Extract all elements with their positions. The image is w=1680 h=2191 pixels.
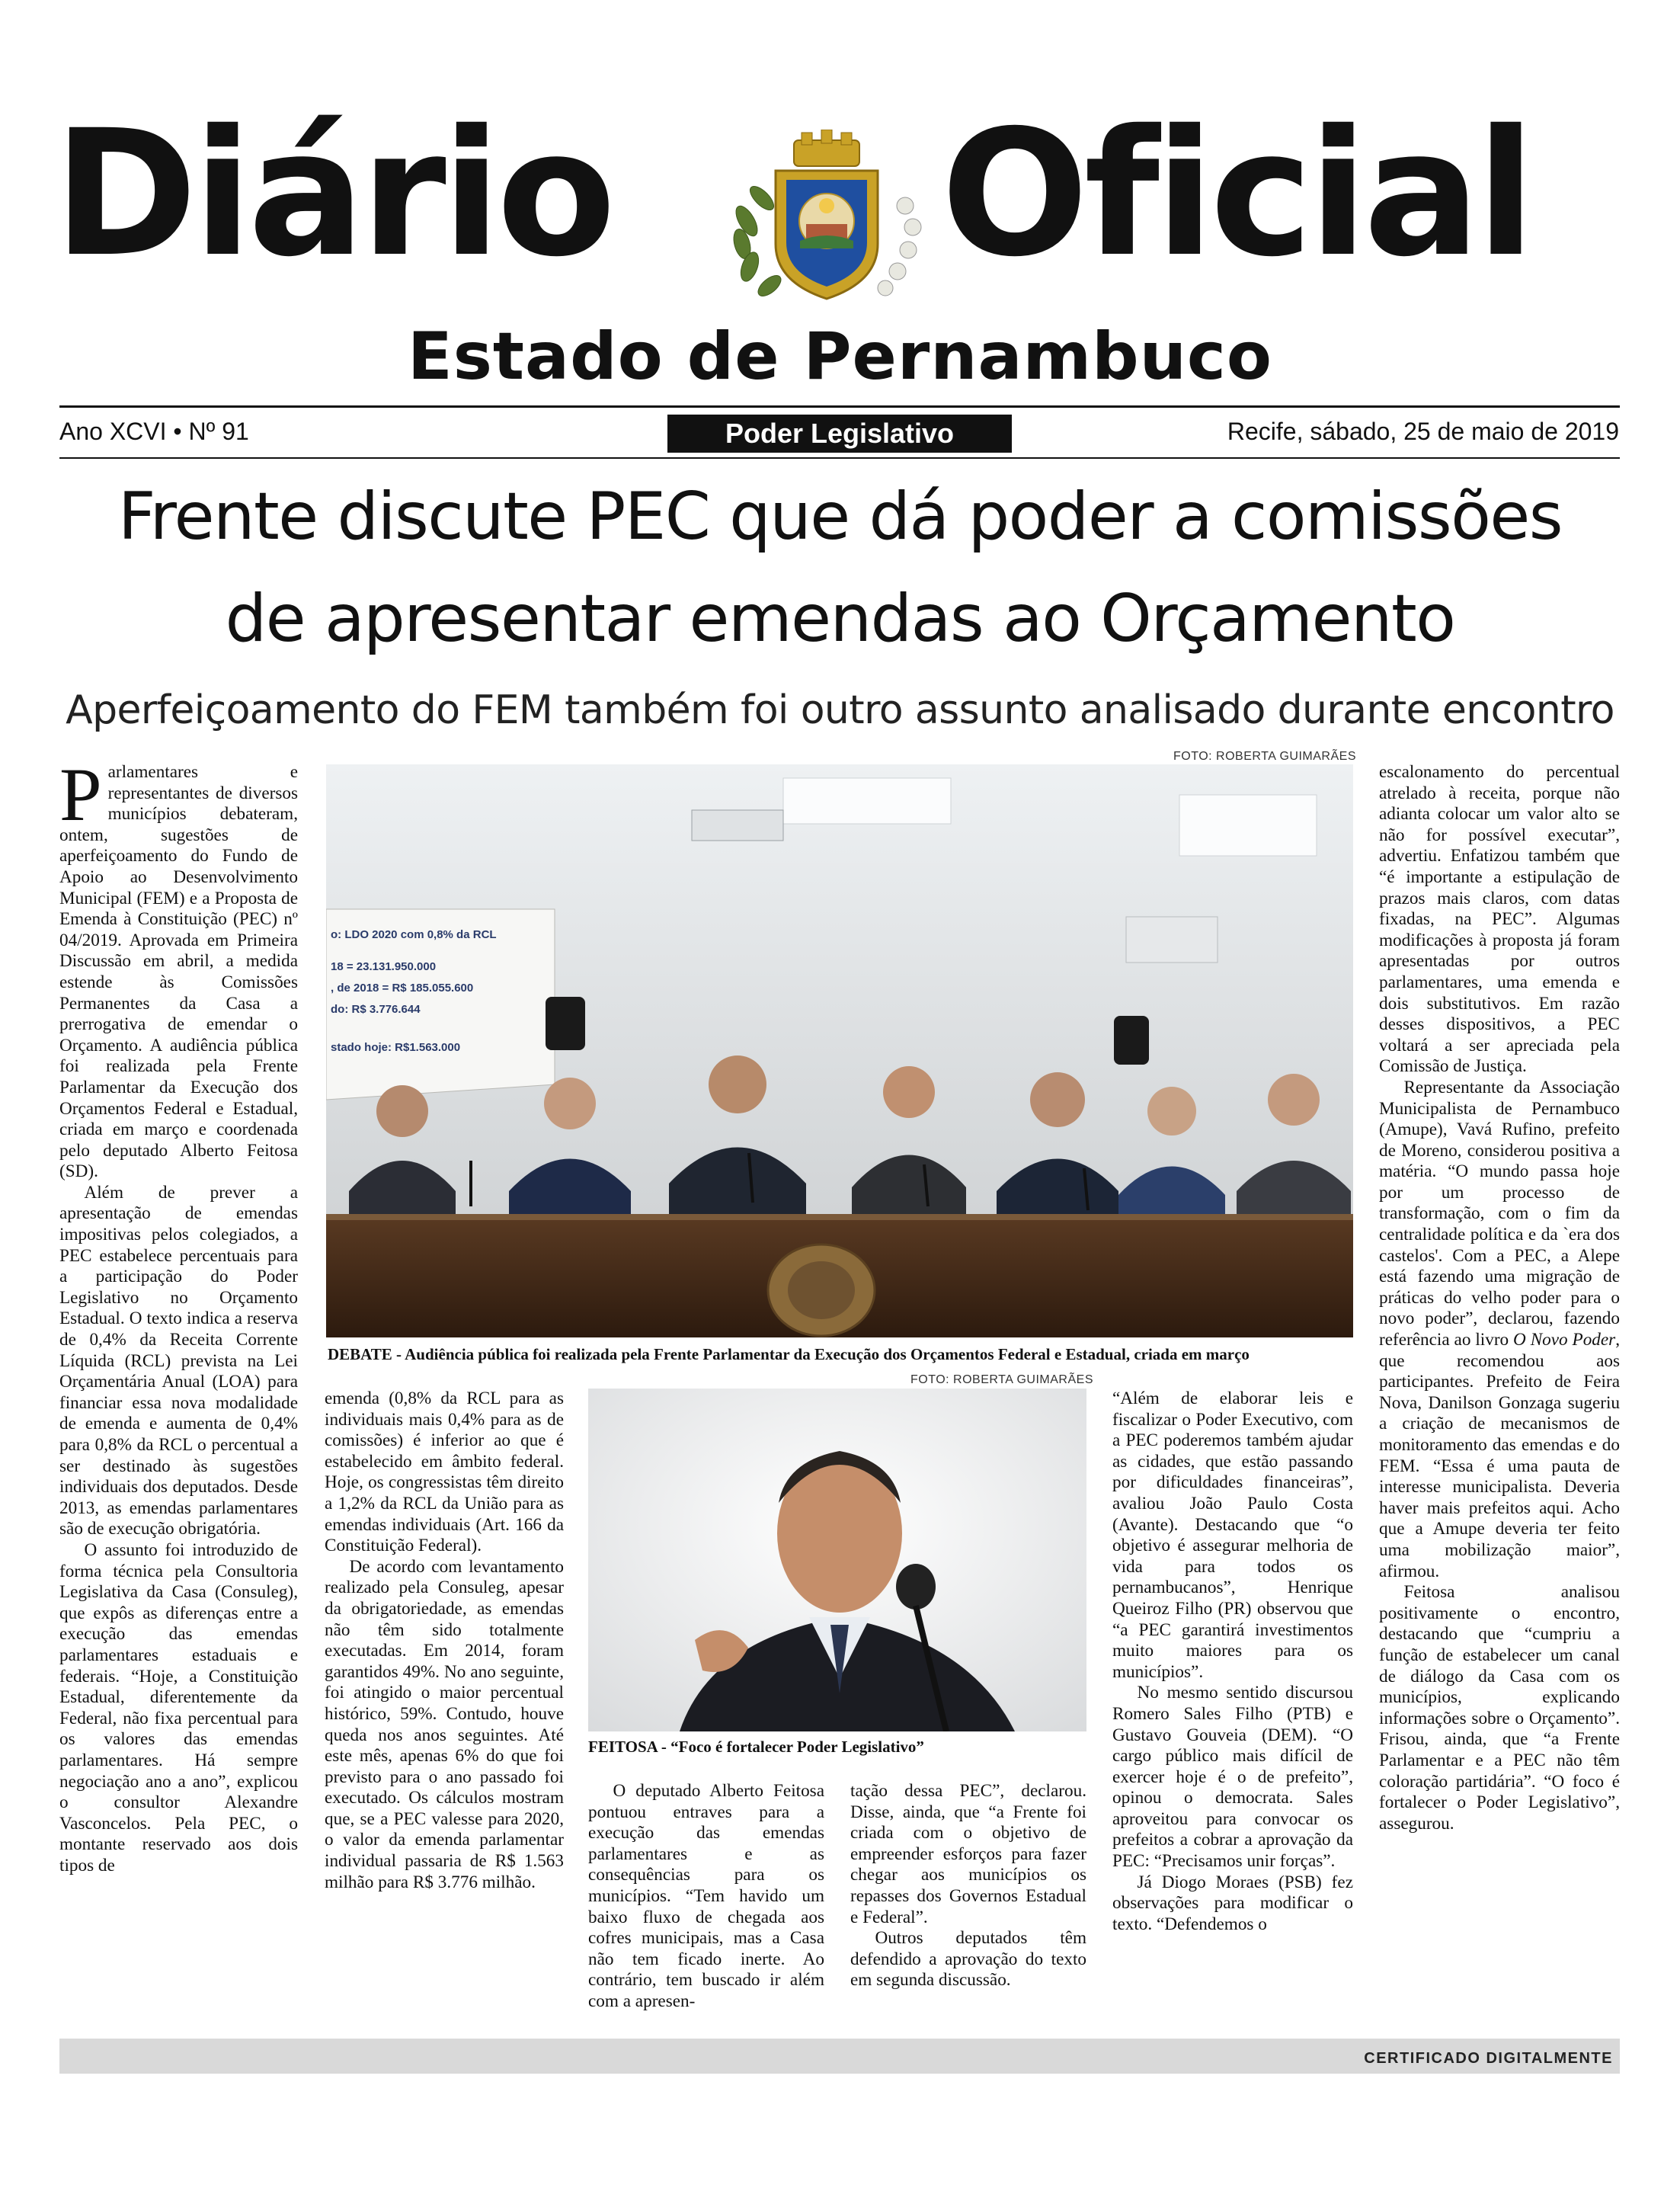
pernambuco-coat-of-arms-icon: [716, 130, 937, 305]
article-column-4: [850, 1781, 1086, 1991]
footer-certification: CERTIFICADO DIGITALMENTE: [1364, 2050, 1613, 2067]
headline-line-2: de apresentar emendas ao Orçamento: [225, 581, 1455, 657]
article-column-5: [1112, 1389, 1353, 1935]
caption-second: FEITOSA - “Foco é fortalecer Poder Legislativo”: [588, 1738, 924, 1756]
screen-line-5: stado hoje: R$1.563.000: [331, 1041, 461, 1054]
column-5-paragraph-1: “Além de elaborar leis e fiscalizar o Poder Executivo, com a PEC poderemos também ajudar as cidades, que estão passando por dificuldades financeiras”, avaliou João Paulo Costa (Avante). Destacando que “o objetivo é assegurar melhoria de vida para todos os pernambucanos”, Henrique Queiroz Filho (PR) observou que “a PEC garantirá investimentos muito maiores para os municípios”.: [1112, 1389, 1353, 1682]
section-badge: Poder Legislativo: [667, 415, 1012, 453]
deck: Aperfeiçoamento do FEM também foi outro assunto analisado durante encontro: [66, 687, 1614, 733]
column-1-paragraph-3: O assunto foi introduzido de forma técnica pela Consultoria Legislativa da Casa (Consuleg), que expôs as diferenças entre a execução das emendas parlamentares estaduais e federais. “Hoje, a Constituição Estadual, diferentemente da Federal, não fixa percentual para os valores das emendas parlamentares. Há sempre negociação ano a ano”, explicou o consultor Alexandre Vasconcelos. Pela PEC, o montante reservado aos dois tipos de: [59, 1539, 298, 1875]
article-column-3: [588, 1781, 824, 2013]
masthead-state: Estado de Pernambuco: [408, 319, 1272, 395]
screen-line-2: 18 = 23.131.950.000: [331, 960, 437, 973]
column-6-paragraph-1: escalonamento do percentual atrelado à receita, porque não adianta colocar um valor alto se não for possível executar”, advertiu. Enfatizou também que “é importante a estipulação de prazos mais claros, com datas fixadas, na PEC”. Algumas modificações à proposta já foram apresentadas por outros parlamentares, uma emenda e dois substitutivos. Em razão desses dispositivos, a PEC voltará a ser apreciada pela Comissão de Justiça.: [1379, 762, 1620, 1077]
dropcap: P: [59, 752, 102, 837]
column-4-paragraph-1: tação dessa PEC”, declarou. Disse, ainda, que “a Frente foi criada com o objetivo de empreender esforços para fazer chegar aos municípios os repasses dos Governos Estadual e Federal”.: [850, 1781, 1086, 1927]
photo-credit-second: FOTO: ROBERTA GUIMARÃES: [910, 1373, 1093, 1386]
feitosa-photo: [588, 1389, 1086, 1731]
headline-line-1: Frente discute PEC que dá poder a comissões: [117, 479, 1563, 555]
column-5-paragraph-3: Já Diogo Moraes (PSB) fez observações para modificar o texto. “Defendemos o: [1112, 1872, 1353, 1934]
photo-credit-main: FOTO: ROBERTA GUIMARÃES: [1173, 750, 1356, 763]
masthead-title-left: Diário: [53, 92, 612, 295]
edition-number: Ano XCVI • Nº 91: [59, 418, 249, 445]
screen-line-4: do: R$ 3.776.644: [331, 1003, 421, 1016]
column-2-paragraph-2: De acordo com levantamento realizado pela Consuleg, apesar da obrigatoriedade, as emendas não têm sido totalmente executadas. Em 2014, foram garantidos 49%. No ano seguinte, foi atingido o maior percentual histórico, 59%. Contudo, houve queda nos anos seguintes. Até este mês, apenas 6% do que foi previsto para o ano passado foi executado. Os cálculos mostram que, se a PEC valesse para 2020, o valor da emenda parlamentar individual passaria de R$ 1.563 milhão para R$ 3.776 milhão.: [325, 1556, 564, 1892]
column-5-paragraph-2: No mesmo sentido discursou Romero Sales Filho (PTB) e Gustavo Gouveia (DEM). “O cargo público mais difícil de exercer hoje é o de prefeito”, opinou o democrata. Sales aproveitou para convocar os prefeitos a cobrar a aprovação da PEC: “Precisamos unir forças”.: [1112, 1683, 1353, 1872]
masthead-rule-bottom: [59, 457, 1620, 459]
screen-line-1: o: LDO 2020 com 0,8% da RCL: [331, 928, 497, 941]
column-6-paragraph-3: Feitosa analisou positivamente o encontro, destacando que “cumpriu a função de estabelecer um canal de diálogo da Casa com os municípios, explicando informações sobre o Orçamento”. Frisou, ainda, que “a Frente Parlamentar e a PEC não têm coloração partidária”. “O foco é fortalecer o Poder Legislativo”, assegurou.: [1379, 1582, 1620, 1834]
screen-line-3: , de 2018 = R$ 185.055.600: [331, 982, 474, 995]
article-column-1: [59, 752, 298, 1876]
caption-main: DEBATE - Audiência pública foi realizada pela Frente Parlamentar da Execução dos Orçamentos Federal e Estadual, criada em março: [328, 1345, 1250, 1363]
column-1-paragraph-2: Além de prever a apresentação de emendas impositivas pelos colegiados, a PEC estabelece percentuais para a participação do Poder Legislativo no Orçamento Estadual. O texto indica a reserva de 0,4% da Receita Corrente Líquida (RCL) prevista na Lei Orçamentária Anual (LOA) para financiar essa nova modalidade de emenda e aumenta de 0,4% para 0,8% da RCL o percentual a ser destinado às sugestões individuais dos deputados. Desde 2013, as emendas parlamentares são de execução obrigatória.: [59, 1182, 298, 1539]
column-3-paragraph-1: O deputado Alberto Feitosa pontuou entraves para a execução das emendas parlamentares e as consequências para os municípios. “Tem havido um baixo fluxo de chegada aos cofres municipais, mas a Casa não tem ficado inerte. Ao contrário, tem buscado ir além com a apresen-: [588, 1781, 824, 2011]
column-6-paragraph-2: Representante da Associação Municipalista de Pernambuco (Amupe), Vavá Rufino, prefeito de Moreno, considerou positiva a matéria. “O mundo passa hoje por um processo de transformação, com o fim da centralidade política e da `era dos castelos'. Com a PEC, a Alepe está fazendo uma migração de práticas do velho poder para o novo poder”, declarou, fazendo referência ao livro O Novo Poder, que recomendou aos participantes. Prefeito de Feira Nova, Danilson Gonzaga sugeriu a criação de mecanismos de monitoramento das emendas e do FEM. “Essa é uma pauta de interesse municipalista. Deveria haver mais prefeitos aqui. Acho que a Amupe deveria ter feito uma mobilização maior”, afirmou.: [1379, 1077, 1621, 1581]
column-4-paragraph-2: Outros deputados têm defendido a aprovação do texto em segunda discussão.: [850, 1928, 1086, 1991]
masthead-title-right: Oficial: [941, 92, 1531, 295]
masthead-rule-top: [59, 405, 1620, 408]
debate-photo: [326, 764, 1353, 1337]
column-1-paragraph-1: arlamentares e representantes de diversos municípios debateram, ontem, sugestões de aperfeiçoamento do Fundo de Apoio ao Desenvolvimento Municipal (FEM) e a Proposta de Emenda à Constituição (PEC) nº 04/2019. Aprovada em Primeira Discussão em abril, a medida estende às Comissões Permanentes da Casa a prerrogativa de emendar o Orçamento. A audiência pública foi realizada pela Frente Parlamentar da Execução dos Orçamentos Federal e Estadual, criada em março e coordenada pelo deputado Alberto Feitosa (SD).: [59, 762, 298, 1182]
column-2-paragraph-1: emenda (0,8% da RCL para as individuais mais 0,4% para as de comissões) é inferior ao que é estabelecido em âmbito federal. Hoje, os congressistas têm direito a 1,2% da RCL da União para as emendas individuais (Art. 166 da Constituição Federal).: [325, 1389, 564, 1556]
book-title: O Novo Poder: [1513, 1330, 1616, 1350]
dateline: Recife, sábado, 25 de maio de 2019: [1227, 418, 1619, 445]
article-column-6: [1379, 762, 1620, 1834]
article-column-2: [325, 1389, 564, 1893]
